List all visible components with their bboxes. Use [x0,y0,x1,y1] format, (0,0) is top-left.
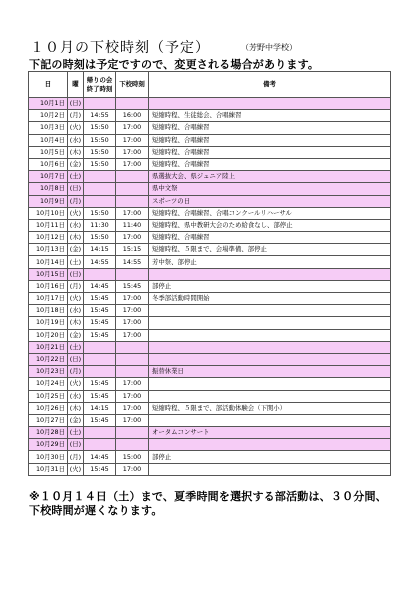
meeting-end-cell [84,341,116,353]
date-cell: 10月18日 [29,305,68,317]
note-cell: 短縮時程、合唱練習 [149,158,391,170]
meeting-end-cell [84,183,116,195]
date-cell: 10月27日 [29,414,68,426]
table-row [29,451,391,463]
weekday-cell: (月) [68,195,84,207]
dismissal-time-cell: 14:55 [116,256,149,268]
note-cell: 冬季部活動時間開始 [149,293,391,305]
weekday-cell: (金) [68,244,84,256]
meeting-end-cell: 15:45 [84,305,116,317]
date-cell: 10月8日 [29,183,68,195]
date-cell: 10月1日 [29,98,68,110]
meeting-end-cell: 15:45 [84,293,116,305]
header-dow: 曜 [68,72,84,98]
meeting-end-cell [84,427,116,439]
dismissal-time-cell: 17:00 [116,207,149,219]
table-row [29,158,391,170]
note-cell: スポーツの日 [149,195,391,207]
dismissal-time-cell: 15:45 [116,280,149,292]
weekday-cell: (土) [68,256,84,268]
dismissal-time-cell: 17:00 [116,232,149,244]
note-cell: 芳中祭、部停止 [149,256,391,268]
table-row [29,207,391,219]
weekday-cell: (土) [68,341,84,353]
dismissal-time-cell [116,98,149,110]
dismissal-time-cell: 17:00 [116,122,149,134]
weekday-cell: (日) [68,353,84,365]
meeting-end-cell: 15:45 [84,378,116,390]
table-row [29,146,391,158]
dismissal-time-cell: 11:40 [116,219,149,231]
dismissal-time-cell: 17:00 [116,134,149,146]
weekday-cell: (火) [68,378,84,390]
note-cell [149,439,391,451]
table-row [29,183,391,195]
footnote-line-1: ※１０月１４日（土）まで、夏季時間を選択する部活動は、３０分間、 [29,490,387,503]
weekday-cell: (月) [68,451,84,463]
note-cell: 県中文祭 [149,183,391,195]
weekday-cell: (土) [68,171,84,183]
dismissal-time-cell: 17:00 [116,378,149,390]
date-cell: 10月5日 [29,146,68,158]
note-cell: 短縮時程、合唱練習 [149,134,391,146]
dismissal-time-cell: 17:00 [116,390,149,402]
meeting-end-cell: 14:45 [84,280,116,292]
meeting-end-cell: 15:45 [84,329,116,341]
meeting-end-cell: 15:50 [84,158,116,170]
note-cell [149,329,391,341]
meeting-end-cell: 15:50 [84,134,116,146]
weekday-cell: (木) [68,402,84,414]
dismissal-time-cell: 17:00 [116,402,149,414]
dismissal-time-cell: 15:15 [116,244,149,256]
note-cell: 振替休業日 [149,366,391,378]
table-row [29,110,391,122]
date-cell: 10月30日 [29,451,68,463]
date-cell: 10月17日 [29,293,68,305]
meeting-end-cell [84,195,116,207]
note-cell: 部停止 [149,280,391,292]
dismissal-time-cell [116,427,149,439]
weekday-cell: (金) [68,414,84,426]
weekday-cell: (火) [68,122,84,134]
table-row [29,317,391,329]
weekday-cell: (木) [68,146,84,158]
header-dismissal: 下校時刻 [116,72,149,98]
date-cell: 10月24日 [29,378,68,390]
dismissal-time-cell: 15:00 [116,451,149,463]
meeting-end-cell [84,366,116,378]
table-row [29,256,391,268]
date-cell: 10月21日 [29,341,68,353]
dismissal-time-cell: 17:00 [116,329,149,341]
meeting-end-cell: 15:50 [84,122,116,134]
meeting-end-cell: 15:45 [84,317,116,329]
date-cell: 10月19日 [29,317,68,329]
note-cell: 短縮時程、県中教研大会のため給食なし、部停止 [149,219,391,231]
header-meeting-end: 帰りの会 終了時刻 [84,72,116,98]
note-cell [149,98,391,110]
dismissal-time-cell [116,183,149,195]
table-row [29,463,391,475]
date-cell: 10月12日 [29,232,68,244]
date-cell: 10月28日 [29,427,68,439]
weekday-cell: (水) [68,305,84,317]
table-row [29,244,391,256]
note-cell: 短縮時程、５限まで、会場準備、部停止 [149,244,391,256]
dismissal-time-cell: 17:00 [116,414,149,426]
date-cell: 10月20日 [29,329,68,341]
table-row [29,219,391,231]
date-cell: 10月3日 [29,122,68,134]
schedule-body [29,98,391,476]
table-row [29,427,391,439]
meeting-end-cell: 14:15 [84,402,116,414]
meeting-end-cell [84,268,116,280]
page-title: １０月の下校時刻（予定） [30,40,210,56]
weekday-cell: (木) [68,317,84,329]
table-row [29,98,391,110]
meeting-end-cell: 15:50 [84,146,116,158]
school-name: （芳野中学校） [241,43,297,52]
date-cell: 10月7日 [29,171,68,183]
date-cell: 10月26日 [29,402,68,414]
meeting-end-cell: 14:15 [84,244,116,256]
header-row [29,72,391,98]
table-row [29,232,391,244]
table-row [29,329,391,341]
dismissal-time-cell [116,353,149,365]
note-cell: 短縮時程、５限まで、部活動体験会（下関小） [149,402,391,414]
note-cell [149,378,391,390]
header-note: 備考 [149,72,391,98]
meeting-end-cell [84,171,116,183]
note-cell [149,414,391,426]
weekday-cell: (月) [68,280,84,292]
weekday-cell: (月) [68,366,84,378]
dismissal-time-cell [116,439,149,451]
note-cell: 短縮時程、合唱練習、合唱コンクールリハーサル [149,207,391,219]
table-row [29,293,391,305]
table-row [29,366,391,378]
note-cell [149,353,391,365]
note-cell: 県選抜大会、県ジュニア陸上 [149,171,391,183]
notice-subtitle: 下記の時刻は予定ですので、変更される場合があります。 [29,58,320,71]
meeting-end-cell [84,353,116,365]
meeting-end-cell: 15:50 [84,207,116,219]
weekday-cell: (金) [68,329,84,341]
dismissal-time-cell: 17:00 [116,293,149,305]
date-cell: 10月10日 [29,207,68,219]
meeting-end-cell: 15:45 [84,390,116,402]
date-cell: 10月4日 [29,134,68,146]
note-cell: 短縮時程、合唱練習 [149,232,391,244]
table-row [29,341,391,353]
note-cell [149,305,391,317]
date-cell: 10月15日 [29,268,68,280]
dismissal-time-cell [116,195,149,207]
dismissal-time-cell: 16:00 [116,110,149,122]
meeting-end-cell: 15:45 [84,463,116,475]
weekday-cell: (火) [68,207,84,219]
note-cell: 短縮時程、生徒総会、合唱練習 [149,110,391,122]
date-cell: 10月11日 [29,219,68,231]
table-row [29,305,391,317]
weekday-cell: (日) [68,268,84,280]
weekday-cell: (水) [68,134,84,146]
note-cell: オータムコンサート [149,427,391,439]
meeting-end-cell: 14:45 [84,451,116,463]
dismissal-time-cell [116,268,149,280]
table-row [29,134,391,146]
date-cell: 10月9日 [29,195,68,207]
table-row [29,414,391,426]
date-cell: 10月14日 [29,256,68,268]
dismissal-time-cell: 17:00 [116,158,149,170]
dismissal-time-cell: 17:00 [116,146,149,158]
weekday-cell: (日) [68,183,84,195]
header-date: 日 [29,72,68,98]
weekday-cell: (火) [68,463,84,475]
table-row [29,280,391,292]
note-cell [149,463,391,475]
dismissal-time-cell [116,366,149,378]
dismissal-time-cell [116,341,149,353]
title-row [30,37,410,56]
note-cell [149,268,391,280]
date-cell: 10月6日 [29,158,68,170]
meeting-end-cell: 11:30 [84,219,116,231]
weekday-cell: (火) [68,293,84,305]
table-row [29,439,391,451]
table-row [29,171,391,183]
table-row [29,402,391,414]
date-cell: 10月29日 [29,439,68,451]
weekday-cell: (木) [68,232,84,244]
meeting-end-cell: 15:50 [84,232,116,244]
date-cell: 10月2日 [29,110,68,122]
meeting-end-cell: 15:45 [84,414,116,426]
meeting-end-cell: 14:55 [84,110,116,122]
table-row [29,195,391,207]
weekday-cell: (土) [68,427,84,439]
table-row [29,378,391,390]
weekday-cell: (水) [68,390,84,402]
date-cell: 10月31日 [29,463,68,475]
note-cell: 部停止 [149,451,391,463]
note-cell [149,341,391,353]
weekday-cell: (金) [68,158,84,170]
date-cell: 10月25日 [29,390,68,402]
date-cell: 10月13日 [29,244,68,256]
date-cell: 10月22日 [29,353,68,365]
schedule-table [28,71,391,476]
table-row [29,353,391,365]
table-row [29,390,391,402]
note-cell: 短縮時程、合唱練習 [149,146,391,158]
footnote [29,490,399,518]
meeting-end-cell: 14:55 [84,256,116,268]
table-row [29,268,391,280]
meeting-end-cell [84,98,116,110]
note-cell [149,390,391,402]
date-cell: 10月23日 [29,366,68,378]
dismissal-time-cell: 17:00 [116,463,149,475]
meeting-end-cell [84,439,116,451]
weekday-cell: (日) [68,439,84,451]
weekday-cell: (水) [68,219,84,231]
table-row [29,122,391,134]
weekday-cell: (日) [68,98,84,110]
note-cell: 短縮時程、合唱練習 [149,122,391,134]
weekday-cell: (月) [68,110,84,122]
dismissal-time-cell: 17:00 [116,317,149,329]
dismissal-time-cell [116,171,149,183]
note-cell [149,317,391,329]
dismissal-time-cell: 17:00 [116,305,149,317]
footnote-line-2: 下校時間が遅くなります。 [29,504,163,517]
date-cell: 10月16日 [29,280,68,292]
